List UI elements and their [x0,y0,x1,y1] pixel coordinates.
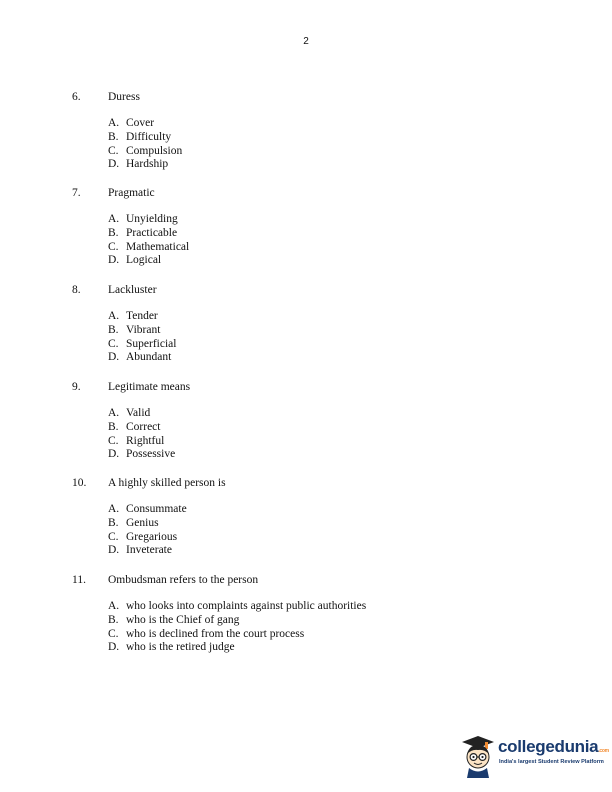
option-text: Valid [126,407,151,419]
option-text: Genius [126,516,159,529]
question-10 [72,476,226,558]
option-text: Cover [126,117,155,129]
option-letter: A. [108,310,120,322]
question-number: 7. [72,187,81,199]
option-d [108,641,366,655]
question-number: 6. [72,91,81,103]
option-text: who is declined from the court process [126,627,305,640]
question-8 [72,283,176,365]
option-text: Vibrant [126,323,161,336]
option-letter: C. [108,144,119,157]
options-list [108,117,182,172]
question-number: 10. [72,477,87,489]
option-a [108,503,226,517]
question-text: Legitimate means [108,381,191,393]
question-7 [72,186,189,268]
student-mascot-icon [458,732,498,778]
option-text: who looks into complaints against public authorities [126,600,367,612]
option-letter: A. [108,600,120,612]
question-text: A highly skilled person is [108,477,226,489]
option-a [108,310,176,324]
option-letter: A. [108,117,120,129]
option-d [108,351,176,365]
option-d [108,544,226,558]
option-letter: D. [108,544,120,557]
option-d [108,254,189,268]
option-c [108,145,182,159]
options-list [108,213,189,268]
option-text: Possessive [126,448,176,461]
option-a [108,600,366,614]
logo-wordmark [498,737,609,757]
option-text: Practicable [126,226,178,239]
logo-suffix: .com [598,748,609,754]
question-text: Duress [108,91,140,103]
logo-name: collegedunia [498,737,599,756]
option-text: Logical [126,254,162,267]
option-c [108,531,226,545]
option-text: Tender [126,310,158,322]
option-letter: B. [108,613,119,626]
option-text: Mathematical [126,240,190,253]
option-b [108,614,366,628]
question-number: 8. [72,284,81,296]
option-c [108,338,176,352]
option-text: Superficial [126,337,177,350]
collegedunia-logo [458,732,609,778]
question-number: 11. [72,574,86,586]
option-text: Difficulty [126,130,172,143]
option-text: Abundant [126,351,172,364]
option-d [108,448,190,462]
option-text: Correct [126,420,161,433]
question-11 [72,573,366,655]
option-text: Gregarious [126,530,178,543]
option-letter: D. [108,254,120,267]
option-c [108,435,190,449]
option-letter: B. [108,226,119,239]
option-b [108,227,189,241]
question-6 [72,90,182,172]
question-text: Ombudsman refers to the person [108,574,259,586]
option-text: who is the Chief of gang [126,613,240,626]
option-text: Rightful [126,434,165,447]
option-letter: C. [108,627,119,640]
option-text: who is the retired judge [126,641,235,654]
options-list [108,600,366,655]
logo-tagline: India's largest Student Review Platform [499,759,604,765]
option-letter: A. [108,503,120,515]
option-b [108,517,226,531]
options-list [108,503,226,558]
option-a [108,407,190,421]
option-b [108,421,190,435]
page-number: 2 [303,36,309,47]
option-letter: A. [108,213,120,225]
option-text: Compulsion [126,144,183,157]
option-text: Hardship [126,158,169,171]
question-number: 9. [72,381,81,393]
option-letter: A. [108,407,120,419]
option-c [108,241,189,255]
option-a [108,117,182,131]
option-b [108,324,176,338]
option-letter: B. [108,130,119,143]
options-list [108,310,176,365]
option-letter: C. [108,434,119,447]
question-text: Lackluster [108,284,157,296]
option-letter: C. [108,337,119,350]
options-list [108,407,190,462]
option-text: Inveterate [126,544,172,557]
option-a [108,213,189,227]
option-letter: D. [108,641,120,654]
option-text: Consummate [126,503,187,515]
question-9 [72,380,190,462]
option-letter: C. [108,240,119,253]
option-letter: B. [108,323,119,336]
option-letter: D. [108,448,120,461]
option-c [108,628,366,642]
option-letter: B. [108,516,119,529]
option-letter: D. [108,158,120,171]
option-letter: D. [108,351,120,364]
option-letter: B. [108,420,119,433]
option-letter: C. [108,530,119,543]
option-d [108,158,182,172]
question-text: Pragmatic [108,187,155,199]
option-text: Unyielding [126,213,178,225]
option-b [108,131,182,145]
